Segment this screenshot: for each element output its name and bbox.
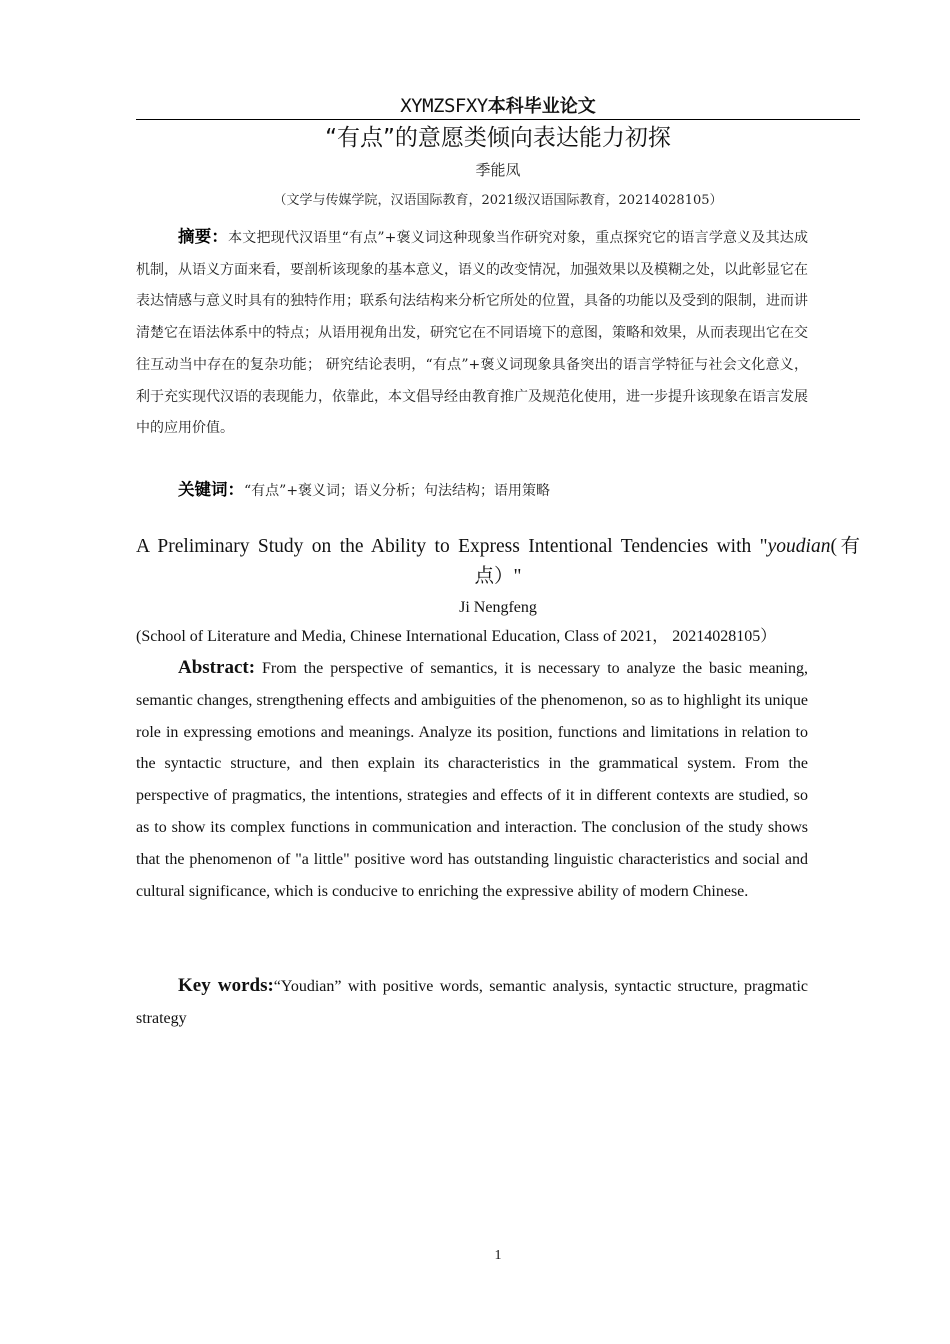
title-en-youdian: youdian xyxy=(767,536,831,557)
abstract-cn-text: 本文把现代汉语里“有点”+褒义词这种现象当作研究对象，重点探究它的语言学意义及其达成机制，从语义方面来看，要剖析该现象的基本意义，语义的改变情况，加强效果以及模糊之处，以此彰显它在表达情感与意义时具有的独特作用；联系句法结构来分析它所处的位置，具备的功能以及受到的限制，进而讲清楚它在语法体系中的特点；从语用视角出发，研究它在不同语境下的意图，策略和效果，从而表现出它在交往互动当中存在的复杂功能； 研究结论表明，“有点”+褒义词现象具备突出的语言学特征与社会文化意义，利于充实现代汉语的表现能力，依靠此，本文倡导经由教育推广及规范化使用，进一步提升该现象在语言发展中的应用价值。 xyxy=(136,230,808,437)
keywords-cn-text: “有点”+褒义词；语义分析；句法结构；语用策略 xyxy=(244,483,551,499)
header-code: XYMZSFXY xyxy=(400,95,488,117)
keywords-cn xyxy=(136,477,808,504)
abstract-en-text: From the perspective of semantics, it is necessary to analyze the basic meaning, semantic changes, strengthening effects and ambiguities of the phenomenon, so as to highlight its unique role in expressing emotions and meanings. Analyze its position, functions and limitations in relation to the syntactic structure, and then explain its characteristics in the grammatical system. From the perspective of pragmatics, the intentions, strategies and effects of it in different contexts are studied, so as to show its complex functions in communication and interaction. The conclusion of the study shows that the phenomenon of "a little" positive word has outstanding linguistic characteristics and social and cultural significance, which is conducive to enriching the expressive ability of modern Chinese. xyxy=(136,660,808,900)
affiliation-cn: （文学与传媒学院，汉语国际教育，2021级汉语国际教育，20214028105） xyxy=(273,193,723,208)
title-en-tail: (有点）" xyxy=(474,536,860,587)
title-en-main: A Preliminary Study on the Ability to Express Intentional Tendencies with " xyxy=(136,536,768,557)
author-name-cn: 季能凤 xyxy=(475,161,521,179)
affiliation-en: (School of Literature and Media, Chinese International Education, Class of 2021， 20214028105） xyxy=(136,628,777,645)
keywords-cn-label: 关键词： xyxy=(178,480,244,499)
abstract-en xyxy=(136,652,808,907)
paper-title-cn: “有点”的意愿类倾向表达能力初探 xyxy=(325,125,671,151)
author-name-en: Ji Nengfeng xyxy=(459,599,537,616)
page-number: 1 xyxy=(494,1248,502,1263)
paper-title-en xyxy=(136,532,860,592)
running-header xyxy=(136,92,860,120)
abstract-cn-label: 摘要： xyxy=(178,227,229,246)
abstract-en-label: Abstract: xyxy=(178,657,256,678)
keywords-en xyxy=(136,970,808,1035)
header-thesis-label: 本科毕业论文 xyxy=(487,96,596,117)
abstract-cn xyxy=(136,221,808,445)
keywords-en-text: “Youdian” with positive words, semantic analysis, syntactic structure, pragmatic strategy xyxy=(136,978,809,1027)
keywords-en-label: Key words: xyxy=(178,975,274,996)
